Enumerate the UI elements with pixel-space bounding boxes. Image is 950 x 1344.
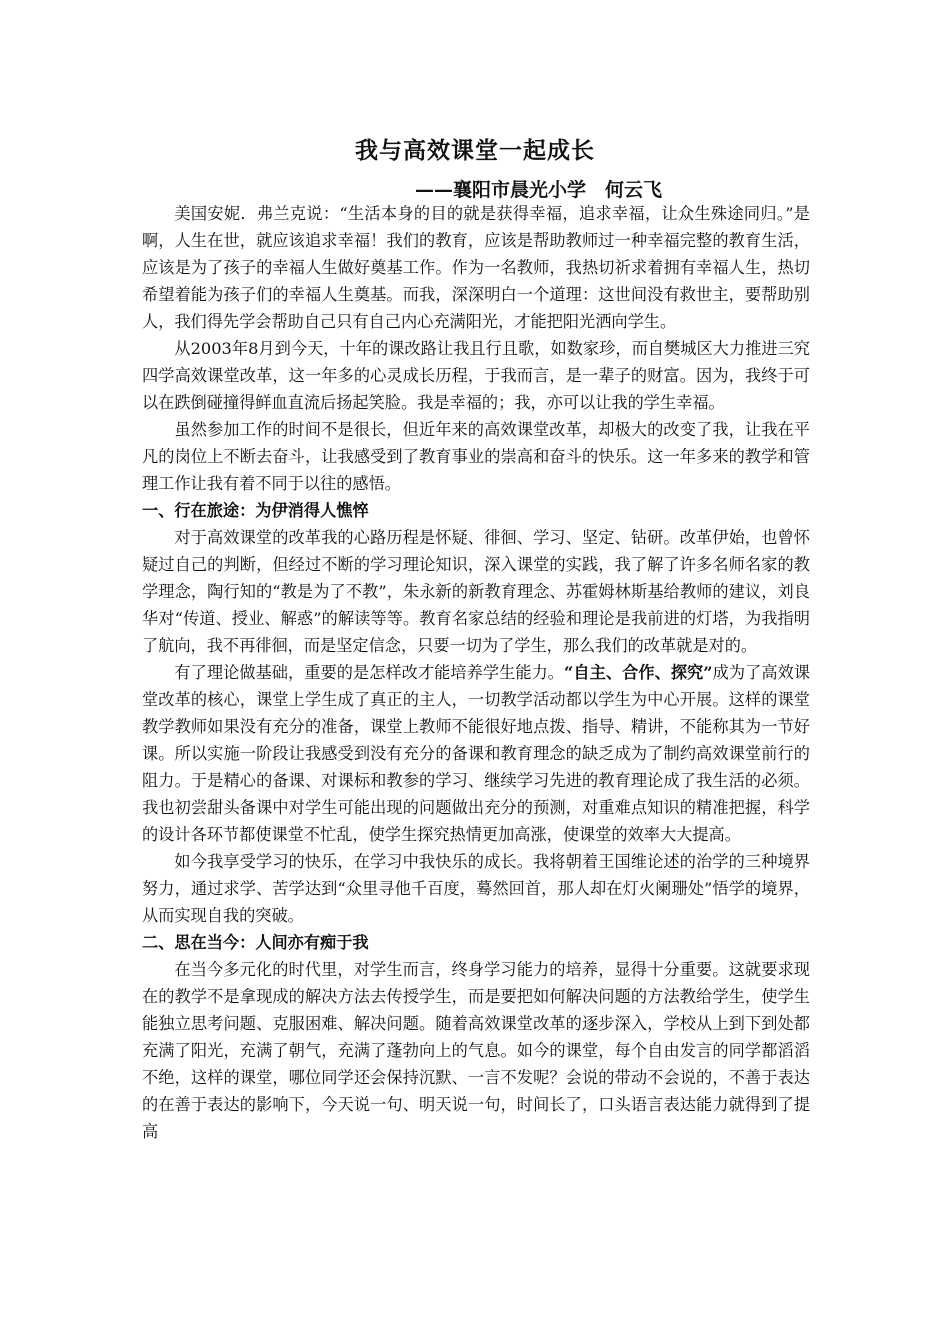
paragraph-4: 对于高效课堂的改革我的心路历程是怀疑、徘徊、学习、坚定、钻研。改革伊始，也曾怀疑过自己的判断，但经过不断的学习理论知识，深入课堂的实践，我了解了许多名师名家的教学理念，陶行知的“教是为了不教”，朱永新的新教育理念、苏霍姆林斯基给教师的建议，刘良华对“传道、授业、解惑”的解读等等。教育名家总结的经验和理论是我前进的灯塔，为我指明了航向，我不再徘徊，而是坚定信念，只要一切为了学生，那么我们的改革就是对的。 [142,528,810,655]
paragraph-7: 在当今多元化的时代里，对学生而言，终身学习能力的培养，显得十分重要。这就要求现在的教学不是拿现成的解决方法去传授学生，而是要把如何解决问题的方法教给学生，使学生能独立思考问题、克服困难、解决问题。随着高效课堂改革的逐步深入，学校从上到下到处都充满了阳光，充满了朝气，充满了蓬勃向上的气息。如今的课堂，每个自由发言的同学都滔滔不绝，这样的课堂，哪位同学还会保持沉默、一言不发呢？会说的带动不会说的，不善于表达的在善于表达的影响下，今天说一句、明天说一句，时间长了，口头语言表达能力就得到了提高 [142,960,810,1141]
paragraph-5-lead: 有了理论做基础，重要的是怎样改才能培养学生能力。 [174,663,565,682]
paragraph-3: 虽然参加工作的时间不是很长，但近年来的高效课堂改革，却极大的改变了我，让我在平凡的岗位上不断去奋斗，让我感受到了教育事业的崇高和奋斗的快乐。这一年多来的教学和管理工作让我有着不同于以往的感悟。 [142,420,810,493]
paragraph-6: 如今我享受学习的快乐，在学习中我快乐的成长。我将朝着王国维论述的治学的三种境界努力，通过求学、苦学达到“众里寻他千百度，蓦然回首，那人却在灯火阑珊处”悟学的境界，从而实现自我的突破。 [142,852,810,925]
document-title: 我与高效课堂一起成长 [355,137,595,164]
section-heading-1: 一、行在旅途：为伊消得人憔悴 [142,501,369,520]
section-heading-2: 二、思在当今：人间亦有痴于我 [142,933,369,952]
paragraph-2: 从2003年8月到今天，十年的课改路让我且行且歌，如数家珍，而自樊城区大力推进三究四学高效课堂改革，这一年多的心灵成长历程，于我而言，是一辈子的财富。因为，我终于可以在跌倒碰撞得鲜血直流后扬起笑脸。我是幸福的；我，亦可以让我的学生幸福。 [142,339,810,412]
paragraph-5 [142,659,810,848]
paragraph-5-rest: 成为了高效课堂改革的核心，课堂上学生成了真正的主人，一切教学活动都以学生为中心开展。这样的课堂教学教师如果没有充分的准备，课堂上教师不能很好地点拨、指导、精讲，不能称其为一节好课。所以实施一阶段让我感受到没有充分的备课和教育理念的缺乏成为了制约高效课堂前行的阻力。于是精心的备课、对课标和教参的学习、继续学习先进的教育理论成了我生活的必须。我也初尝甜头备课中对学生可能出现的问题做出充分的预测，对重难点知识的精准把握，科学的设计各环节都使课堂不忙乱，使学生探究热情更加高涨，使课堂的效率大大提高。 [142,663,811,844]
paragraph-1: 美国安妮．弗兰克说：“生活本身的目的就是获得幸福，追求幸福，让众生殊途同归。”是啊，人生在世，就应该追求幸福！我们的教育，应该是帮助教师过一种幸福完整的教育生活，应该是为了孩子的幸福人生做好奠基工作。作为一名教师，我热切祈求着拥有幸福人生，热切希望着能为孩子们的幸福人生奠基。而我，深深明白一个道理：这世间没有救世主，要帮助别人，我们得先学会帮助自己只有自己内心充满阳光，才能把阳光洒向学生。 [142,204,810,331]
document-body [142,200,810,1145]
paragraph-5-emphasis: “自主、合作、探究” [564,663,713,682]
author-line: ——襄阳市晨光小学 何云飞 [415,179,663,201]
